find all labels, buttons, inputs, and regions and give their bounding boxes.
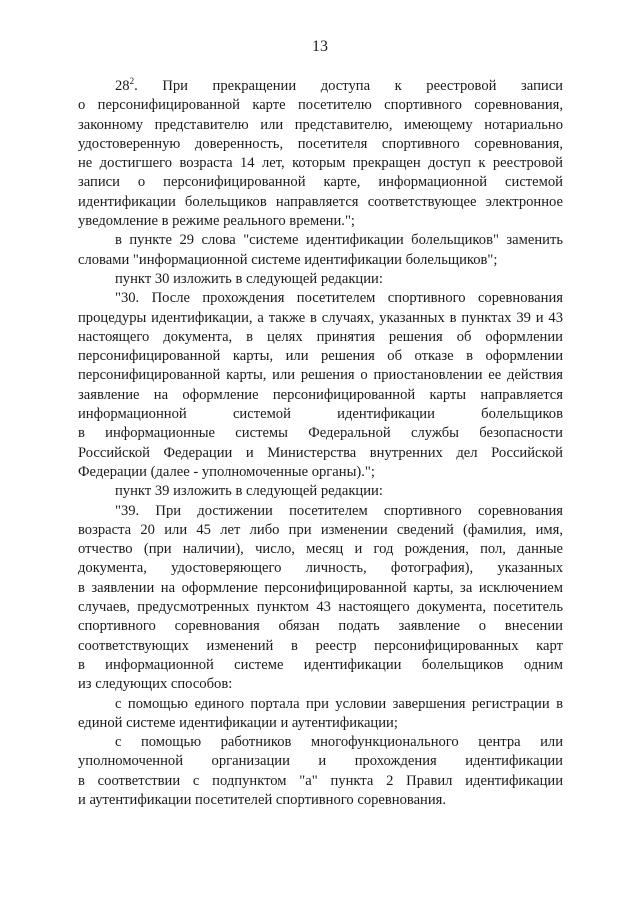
paragraph-39-method-portal — [78, 695, 563, 734]
paragraph-39-method-mfc — [78, 733, 563, 810]
text-line: уведомление в режиме реального времени."; — [78, 213, 355, 230]
document-body — [78, 77, 563, 810]
text-line: спортивного соревнования обязан подать заявление о внесении — [78, 618, 563, 635]
text-line: документа, удостоверяющего личность, фотография), указанных — [78, 560, 563, 577]
text-line: "39. При достижении посетителем спортивного соревнования — [115, 502, 563, 519]
clause-superscript: 2 — [129, 76, 135, 86]
text-line: словами "информационной системе идентификации болельщиков"; — [78, 251, 498, 268]
text-line: заявление на оформление персонифицированной карты направляется — [78, 386, 563, 403]
text-line: возраста 20 или 45 лет либо при изменении сведений (фамилия, имя, — [78, 521, 563, 538]
text-line: и аутентификации посетителей спортивного соревнования. — [78, 791, 447, 808]
paragraph-39-intro — [78, 482, 563, 501]
text-line: Федерации (далее - уполномоченные органы)."; — [78, 463, 375, 480]
paragraph-30 — [78, 289, 563, 482]
text-line: в информационные системы Федеральной службы безопасности — [78, 425, 563, 442]
clause-number: 28 — [115, 78, 130, 94]
text-line: единой системе идентификации и аутентификации; — [78, 714, 398, 731]
text-line: информационной системой идентификации болельщиков — [78, 406, 563, 423]
text-line — [78, 77, 563, 96]
text-line: с помощью работников многофункционального центра или — [115, 734, 563, 751]
text-fragment: . При прекращении доступа к реестровой записи — [134, 78, 563, 94]
text-line: удостоверенную доверенность, посетителя спортивного соревнования, — [78, 135, 563, 152]
text-line: процедуры идентификации, а также в случаях, указанных в пунктах 39 и 43 — [78, 309, 563, 326]
text-line: Российской Федерации и Министерства внутренних дел Российской — [78, 444, 563, 461]
text-line: "30. После прохождения посетителем спортивного соревнования — [115, 290, 563, 307]
text-line: уполномоченной организации и прохождения идентификации — [78, 753, 563, 770]
text-line: в информационной системе идентификации болельщиков одним — [78, 656, 563, 673]
text-line: персонифицированной карты, или решения об отказе в оформлении — [78, 348, 563, 365]
paragraph-30-intro — [78, 270, 563, 289]
text-line: в заявлении на оформление персонифицированной карты, за исключением — [78, 579, 563, 596]
text-line: не достигшего возраста 14 лет, которым прекращен доступ к реестровой — [78, 155, 563, 172]
text-line: записи о персонифицированной карте, информационной системой — [78, 174, 563, 191]
text-line: настоящего документа, в целях принятия решения об оформлении — [78, 328, 563, 345]
paragraph-29-amendment — [78, 231, 563, 270]
paragraph-39 — [78, 502, 563, 695]
text-line: случаев, предусмотренных пунктом 43 настоящего документа, посетитель — [78, 599, 563, 616]
text-line: отчество (при наличии), число, месяц и год рождения, пол, данные — [78, 541, 563, 558]
text-line: в пункте 29 слова "системе идентификации болельщиков" заменить — [115, 232, 563, 249]
page-number: 13 — [312, 38, 328, 55]
text-line: о персонифицированной карте посетителю спортивного соревнования, — [78, 97, 563, 114]
text-line: соответствующих изменений в реестр персонифицированных карт — [78, 637, 563, 654]
text-line: идентификации болельщиков направляется соответствующее электронное — [78, 193, 563, 210]
text-line: в соответствии с подпунктом "а" пункта 2 Правил идентификации — [78, 772, 563, 789]
text-line: законному представителю или представителю, имеющему нотариально — [78, 116, 563, 133]
text-line: пункт 39 изложить в следующей редакции: — [115, 483, 383, 500]
paragraph-28-2 — [78, 77, 563, 231]
text-line: пункт 30 изложить в следующей редакции: — [115, 270, 383, 287]
text-line: с помощью единого портала при условии завершения регистрации в — [115, 695, 563, 712]
text-line: персонифицированной карты, или решения о приостановлении ее действия — [78, 367, 563, 384]
text-line: из следующих способов: — [78, 676, 233, 693]
